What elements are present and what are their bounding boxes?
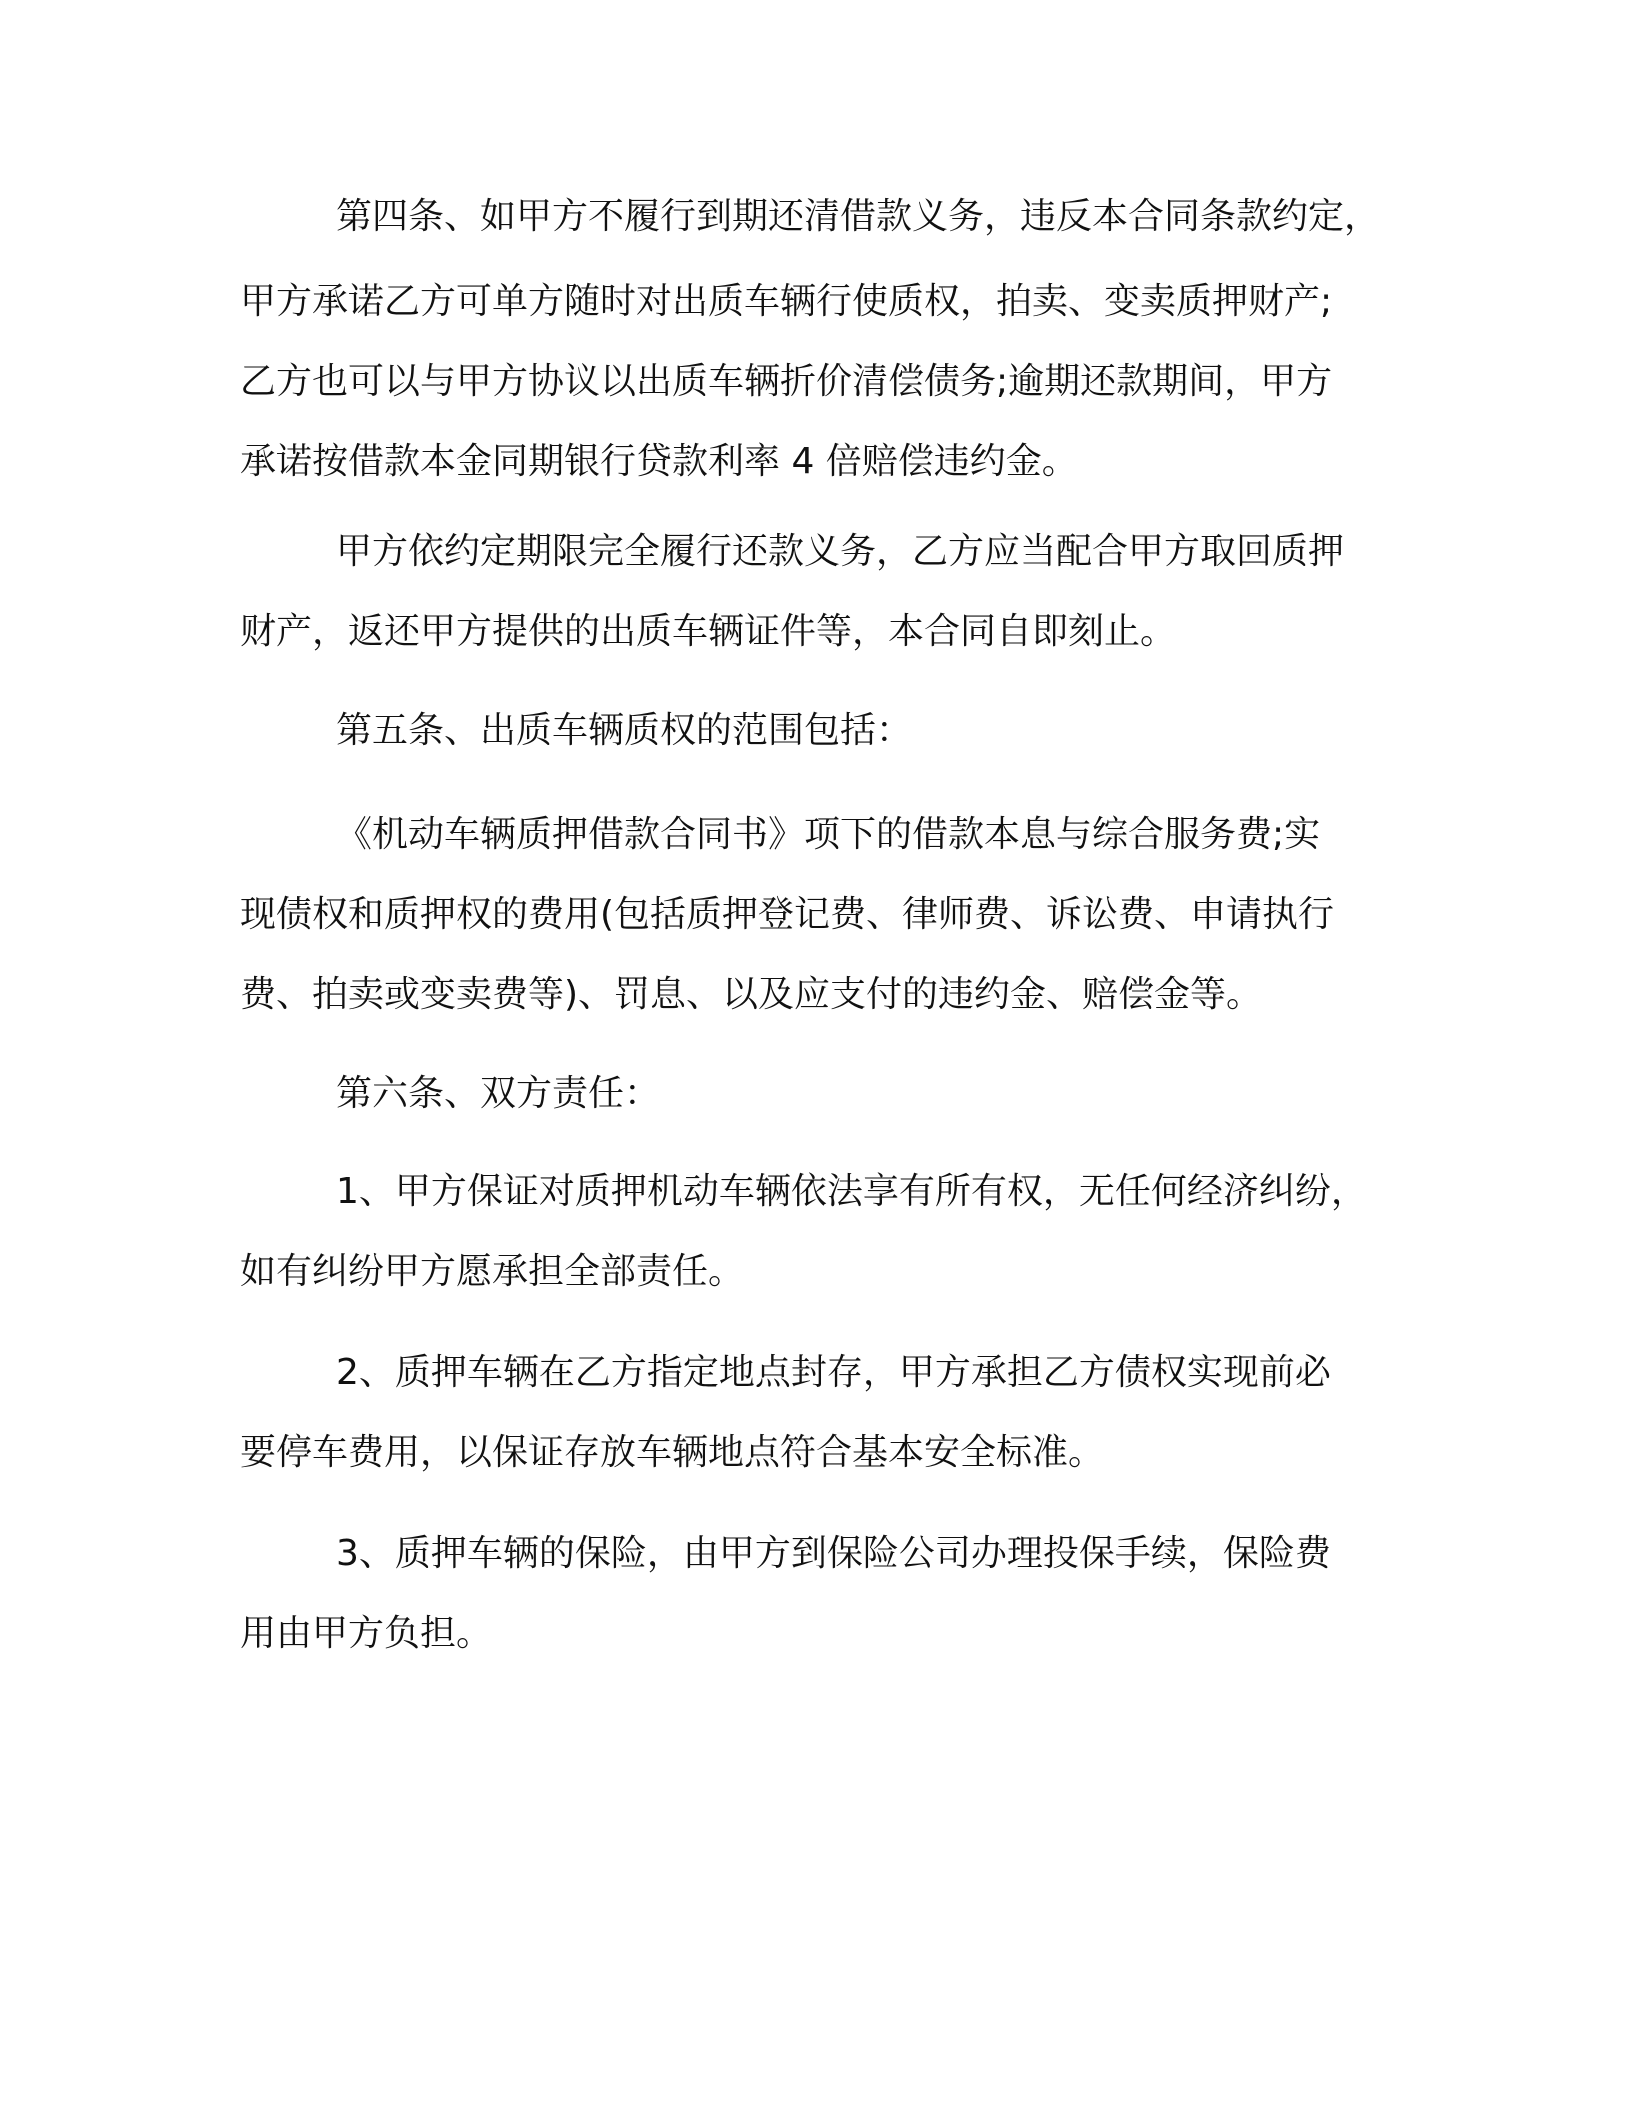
text-line: 甲方依约定期限完全履行还款义务，乙方应当配合甲方取回质押	[336, 531, 1345, 572]
text-line: 现债权和质押权的费用(包括质押登记费、律师费、诉讼费、申请执行	[240, 894, 1335, 935]
text-line: 财产，返还甲方提供的出质车辆证件等，本合同自即刻止。	[240, 611, 1177, 652]
responsibility-item-2	[240, 1344, 1410, 1482]
text-line: 《机动车辆质押借款合同书》项下的借款本息与综合服务费;实	[336, 814, 1321, 855]
text-line: 第六条、双方责任：	[336, 1073, 661, 1114]
text-line: 乙方也可以与甲方协议以出质车辆折价清偿债务;逾期还款期间，甲方	[240, 361, 1333, 402]
text-line: 1、甲方保证对质押机动车辆依法享有所有权，无任何经济纠纷，	[336, 1171, 1367, 1212]
article-5-heading	[240, 702, 1410, 760]
text-line: 2、质押车辆在乙方指定地点封存，甲方承担乙方债权实现前必	[336, 1352, 1331, 1393]
article-5-scope-paragraph	[240, 806, 1410, 1024]
text-line: 费、拍卖或变卖费等)、罚息、以及应支付的违约金、赔偿金等。	[240, 974, 1263, 1015]
text-line: 如有纠纷甲方愿承担全部责任。	[240, 1251, 745, 1292]
article-4-paragraph	[240, 188, 1410, 491]
text-line: 3、质押车辆的保险，由甲方到保险公司办理投保手续，保险费	[336, 1533, 1331, 1574]
text-line: 第四条、如甲方不履行到期还清借款义务，违反本合同条款约定，	[336, 196, 1381, 237]
responsibility-item-3	[240, 1525, 1410, 1663]
responsibility-item-1	[240, 1163, 1410, 1301]
text-line: 承诺按借款本金同期银行贷款利率 4 倍赔偿违约金。	[240, 441, 1078, 482]
text-line: 第五条、出质车辆质权的范围包括：	[336, 710, 913, 751]
text-line: 用由甲方负担。	[240, 1613, 493, 1654]
text-line: 甲方承诺乙方可单方随时对出质车辆行使质权，拍卖、变卖质押财产;	[240, 281, 1333, 322]
article-6-heading	[240, 1065, 1410, 1123]
repayment-paragraph	[240, 523, 1410, 661]
text-line: 要停车费用，以保证存放车辆地点符合基本安全标准。	[240, 1432, 1105, 1473]
